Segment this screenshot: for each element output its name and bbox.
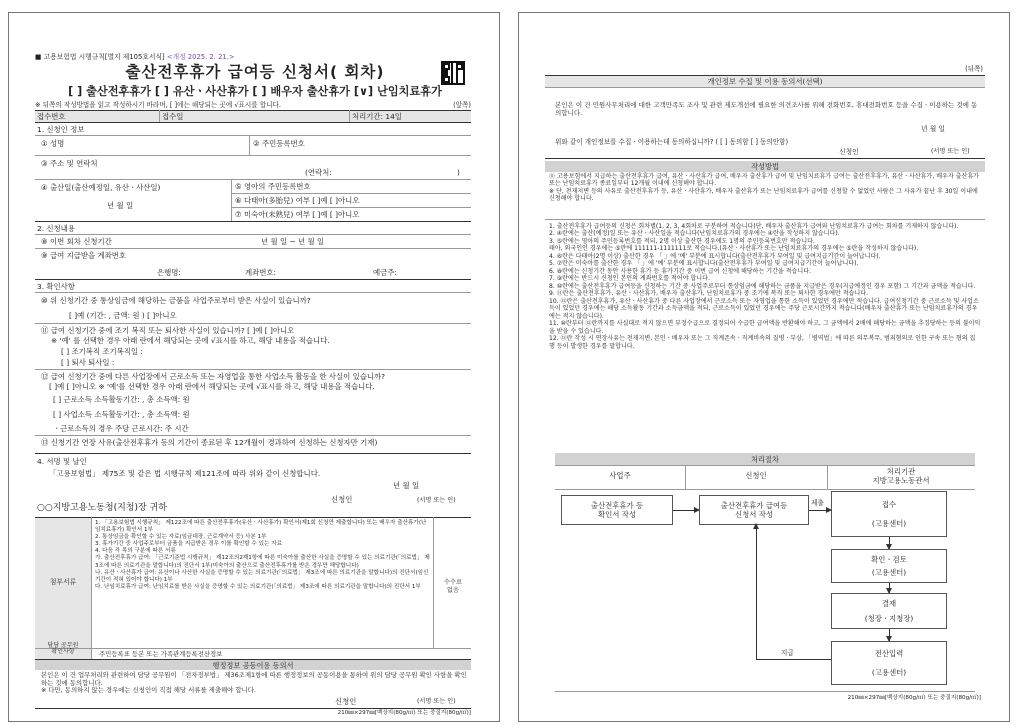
step-application: 출산전후휴가 급여등 신청서 작성: [699, 495, 809, 525]
attachment-item: 나. 유산ㆍ사산휴가 급여: 유산이나 사산한 사실을 증명할 수 있는 의료기관(「의료법」 제3조에 따른 의료기관을 말합니다)의 진단서(임신기간이 적혀 있어야 합니다) 1부: [95, 569, 429, 583]
arrow-down-icon: [889, 629, 890, 641]
step-receipt: 접수 (고용센터): [831, 491, 947, 537]
flow-col-agency-sub: 지방고용노동관서: [872, 476, 930, 485]
arrow-down-icon: [889, 537, 890, 549]
sign-date[interactable]: 년 월 일: [393, 481, 420, 490]
attachment-item: 3. 휴가기간 중 사업주로부터 금품을 지급받은 경우 이를 확인할 수 있는 자료: [95, 541, 283, 548]
attachments-label: 첨부서류: [49, 578, 77, 586]
section-signature: 4. 서명 및 날인: [37, 457, 87, 466]
form-reference: ■ 고용보험법 시행규칙[별지 제105호서식] <개정 2025. 2. 21.>: [35, 53, 235, 61]
section-application: 2. 신청내용: [37, 224, 75, 233]
premature-check[interactable]: ⑦ 미숙아(未熟兒) 여부 [ ]예 [ ]아니오: [235, 210, 360, 219]
method-item: 12. ⑬란 작성 시 연장사유는 천재지변, 본인ㆍ배우자 또는 그 직계존속ㆍ직계비속의 질병ㆍ부상, 「병역법」에 따른 의무복무, 범죄혐의로 인한 구속 또는 형의 집행 등이 발생한 경우를 말합니다.: [549, 335, 976, 350]
attachment-item: 다. 난임치료휴가 급여: 난임치료를 받은 사실을 증명할 수 있는 의료기관(「의료법」 제3조에 따른 의료기관을 말합니다)의 진단서 1부: [95, 583, 421, 590]
question-11-note: ※ '예' 를 선택한 경우 아래 란에서 해당되는 곳에 √표시를 하고, 해당 내용을 적습니다.: [51, 336, 330, 345]
question-11[interactable]: ⑪ 급여 신청기간 중에 조기 복직 또는 퇴사한 사실이 있습니까? [ ]예 [ ]아니오: [41, 326, 295, 335]
addressee: ○○지방고용노동청(지청)장 귀하: [37, 503, 167, 513]
signature-field[interactable]: (서명 또는 인): [417, 497, 456, 504]
front-page-tag: (앞쪽): [453, 101, 471, 109]
method-item: 9. ⑪란은 출산전후휴가, 유산ㆍ사산휴가, 배우자 출산휴가, 난임치료휴가 중 조기에 복직 또는 퇴사한 경우에만 적습니다.: [549, 290, 869, 298]
application-form-front: ■ 고용보험법 시행규칙[별지 제105호서식] <개정 2025. 2. 21.> 출산전후휴가 급여등 신청서( 회차) [ ] 출산전후휴가 [ ] 유산ㆍ사산휴가 [ ] 배우자 출산휴가 [∨] 난임치료휴가 ※ 뒤쪽의 작성방법을 읽고 작성하시기 바라며, [ ]에는 해당되는 곳에 √표시를 합니다. (앞쪽) 접수번호 접수일 처리기간: 14일 1. 신청인 정보 ① 성명 ② 주민등록번호 ③ 주소 및 연락처 (연락처: ) ④ 출산일(출산예정일, 유산ㆍ사산일) 년 월 일 ⑤ 영아의 주민등록번호 ⑥ 다태아(多胎兒) 여부 [ ]예 [ ]아니오 ⑦ 미숙아(未熟兒) 여부 [ ]예 [ ]아니오 2. 신청내용 ⑧ 이번 회차 신청기간 년 월 일 ~ 년 월 일 ⑨ 급여 지급받을 계좌번호 은행명: 계좌번호: 예금주: 3. 확인사항 ⑩ 위 신청기간 중 통상임금에 해당하는 금품을 사업주로부터 받은 사실이 있습니까? [ ]예 (기간: , 금액: 원 ) [ ]아니오 ⑪ 급여 신청기간 중에 조기 복직 또는 퇴사한 사실이 있습니까? [ ]예 [ ]아니오 ※ '예' 를 선택한 경우 아래 란에서 해당되는 곳에 √표시를 하고, 해당 내용을 적습니다. [ ] 조기복직 조기복직일 : [ ] 퇴사 퇴사일 : ⑫ 급여 신청기간 중에 다른 사업장에서 근로소득 또는 자영업을 통한 사업소득 활동을 한 사실이 있습니까? [ ]예 [ ]아니오 ※ '예'를 선택한 경우 아래 란에서 해당되는 곳에 √표시를 하고, 해당 내용을 적습니다. [ ] 근로소득 소득활동기간: , 총 소득액: 원 [ ] 사업소득 소득활동기간: , 총 소득액: 원 ㆍ근로소득의 경우 주당 근로시간: 주 시간 ⑬ 신청기간 연장 사유(출산전후휴가 등의 기간이 종료된 후 12개월이 경과하여 신청하는 신청자만 기재) 4. 서명 및 날인 「고용보험법」 제75조 및 같은 법 시행규칙 제121조에 따라 위와 같이 신청합니다. 년 월 일 신청인 (서명 또는 인) ○○지방고용노동청(지청)장 귀하 첨부서류 1. 「고용보험법 시행규칙」 제122조에 따른 출산전후휴가(유산ㆍ사산휴가) 확인서(제1회 신청만 제출합니다) 또는 배우자 출산휴가(난임치료휴가) 확인서 1부 2. 통상임금을 확인할 수 있는 자료(임금대장, 근로계약서 등) 사본 1부 3. 휴가기간 중 사업주로부터 금품을 지급받은 경우 이를 확인할 수 있는 자료 4. 다음 각 목의 구분에 따른 서류 가. 출산전후휴가 급여: 「근로기준법 시행규칙」 제12조의2제1항에 따른 미숙아를 출산한 사실을 증명할 수 있는 의료기관(「의료법」 제3조에 따른 의료기관을 말합니다)의 진단서 1부(미숙아의 출산으로 출산전후휴가를 받은 경우만 해당합니다) 나. 유산ㆍ사산휴가 급여: 유산이나 사산한 사실을 증명할 수 있는 의료기관(「의료법」 제3조에 따른 의료기관을 말합니다)의 진단서(임신기간이 적혀 있어야 합니다) 1부 다. 난임치료휴가 급여: 난임치료를 받은 사실을 증명할 수 있는 의료기관(「의료법」 제3조에 따른 의료기관을 말합니다)의 진단서 1부 수수료 없음 담당 공무원 확인사항 주민등록표 등본 또는 가족관계등록전산정보 행정정보 공동이용 동의서 본인은 이 건 업무처리와 관련하여 담당 공무원이 「전자정부법」 제36조제1항에 따른 행정정보의 공동이용을 통하여 위의 담당 공무원 확인 사항을 확인하는 것에 동의합니다. ※ 다만, 동의하지 않는 경우에는 신청인이 직접 해당 서류를 제출해야 합니다. 신청인 (서명 또는 인) 210㎜×297㎜[백상지(80g/㎡) 또는 중질지(80g/㎡)]: [8, 12, 500, 722]
business-income-check[interactable]: [ ] 사업소득 소득활동기간: , 총 소득액: 원: [53, 410, 190, 419]
flow-title: 처리절차: [751, 455, 779, 464]
note-item: ⓪ 고용보험에서 지급하는 출산전후휴가 급여, 유산ㆍ사산휴가 급여, 배우자 출산휴가 급여 및 난임치료휴가 급여는 출산전후휴가, 유산ㆍ사산휴가, 배우자 출산휴가 또는 난임치료휴가 종료일부터 12개월 이내에 신청해야 합니다.: [549, 173, 980, 188]
method-item: 3. ⑤란에는 영아의 주민등록번호를 적되, 2명 이상 출산한 경우에도 1명의 주민등록번호만 적습니다.: [549, 237, 815, 245]
question-12: ⑫ 급여 신청기간 중에 다른 사업장에서 근로소득 또는 자영업을 통한 사업소득 활동을 한 사실이 있습니까?: [41, 372, 386, 381]
multiple-birth-check[interactable]: ⑥ 다태아(多胎兒) 여부 [ ]예 [ ]아니오: [235, 196, 360, 205]
period-label: ⑧ 이번 회차 신청기간: [41, 237, 112, 246]
privacy-date[interactable]: 년 월 일: [921, 125, 946, 133]
method-item: 8. ⑩란에는 출산전후휴가 급여등을 신청하는 기간 중 사업주로부터 통상임금에 해당하는 금품을 지급받은 경우(지급예정인 경우 포함) 그 기간과 금액을 적습니다.: [549, 282, 976, 290]
receipt-row: [35, 110, 471, 122]
method-items: [549, 223, 981, 350]
question-13[interactable]: ⑬ 신청기간 연장 사유(출산전후휴가 등의 기간이 종료된 후 12개월이 경과하여 신청하는 신청자만 기재): [41, 438, 378, 447]
privacy-title: 개인정보 수집 및 이용 동의서(선택): [707, 77, 823, 86]
arrow-up-icon: [755, 524, 756, 525]
attachment-item: 4. 다음 각 목의 구분에 따른 서류: [95, 548, 176, 555]
question-10: ⑩ 위 신청기간 중 통상임금에 해당하는 금품을 사업주로부터 받은 사실이 있습니까?: [41, 296, 311, 305]
applicant-label: 신청인: [331, 495, 353, 504]
leave-type-selection[interactable]: [ ] 출산전후휴가 [ ] 유산ㆍ사산휴가 [ ] 배우자 출산휴가 [∨] 난임치료휴가: [68, 85, 442, 98]
name-field[interactable]: ① 성명: [41, 139, 65, 148]
resignation-check[interactable]: [ ] 퇴사 퇴사일 :: [61, 358, 115, 367]
method-item: 10. ⑫란은 출산전후휴가, 유산ㆍ사산휴가 중 다른 사업장에서 근로소득 또는 자영업을 통한 소득이 있었던 경우에만 적습니다. 급여신청기간 중 근로소득 및 사업소득이 있었던 경우에는 해당 소득활동 기간과 소득금액을 적되, 근로소득이 있었던 경우에는 주당 근로시간까지 적습니다(배우자 출산휴가 또는 난임치료휴가의 경우에는 적지 않습니다).: [549, 297, 979, 320]
officer-check-value: 주민등록표 등본 또는 가족관계등록전산정보: [99, 650, 223, 658]
section-applicant-info: 1. 신청인 정보: [37, 125, 85, 134]
birth-date-value: 년 월 일: [107, 201, 134, 210]
birth-date-field[interactable]: ④ 출산일(출산예정일, 유산ㆍ사산일): [41, 183, 161, 192]
account-label: ⑨ 급여 지급받을 계좌번호: [41, 251, 127, 260]
officer-check-label: 담당 공무원 확인사항: [47, 642, 79, 656]
fee-note: 수수료 없음: [444, 579, 462, 594]
period-value[interactable]: 년 월 일 ~ 년 월 일: [261, 237, 325, 246]
consent-body: 본인은 이 건 업무처리와 관련하여 담당 공무원이 「전자정부법」 제36조제1항에 따른 행정정보의 공동이용을 통하여 위의 담당 공무원 확인 사항을 확인하는 것에 동의합니다. ※ 다만, 동의하지 않는 경우에는 신청인이 직접 해당 서류를 제출해야 합니다.: [41, 671, 467, 695]
early-return-check[interactable]: [ ] 조기복직 조기복직일 :: [61, 347, 143, 356]
payment-label: 지급: [781, 649, 794, 657]
method-item: 태아, 외국인인 경우에는 ⑤란에 111111-1111111로 적습니다.(유산ㆍ사산휴가 또는 난임치료휴가의 경우에는 ⑤란을 작성하지 않습니다).: [549, 245, 919, 253]
question-10-answer[interactable]: [ ]예 (기간: , 금액: 원 ) [ ]아니오: [69, 311, 177, 320]
submit-label: 제출: [811, 499, 824, 507]
rrn-field[interactable]: ② 주민등록번호: [253, 139, 305, 148]
method-item: 7. ⑨란에는 반드시 신청인 본인의 계좌번호를 적어야 합니다.: [549, 275, 710, 283]
privacy-body: 본인은 이 건 민원사무처리에 대한 고객만족도 조사 및 관련 제도개선에 필요한 의견조사를 위해 전화번호, 휴대전화번호 등을 수집ㆍ이용하는 것에 동의합니다.: [555, 101, 978, 118]
account-number-field[interactable]: 계좌번호:: [245, 268, 277, 277]
instruction-text: ※ 뒤쪽의 작성방법을 읽고 작성하시기 바라며, [ ]에는 해당되는 곳에 √표시를 합니다.: [35, 101, 281, 109]
privacy-applicant-label: 신청인: [839, 148, 859, 156]
note-item: ※ 단, 천재지변 등의 사유로 출산전후휴가 등, 유산ㆍ사산휴가, 배우자 출산휴가 또는 난임치료휴가 급여를 신청할 수 없었던 사람은 그 사유가 끝난 후 30일 이내에 신청해야 합니다.: [549, 187, 978, 203]
privacy-signature-field[interactable]: (서명 또는 인): [931, 148, 970, 155]
arrow-right-icon: [673, 510, 699, 511]
paper-spec: 210㎜×297㎜[백상지(80g/㎡) 또는 중질지(80g/㎡)]: [847, 695, 981, 701]
application-form-back: [518, 12, 1010, 722]
bank-name-field[interactable]: 은행명:: [157, 268, 181, 277]
account-holder-field[interactable]: 예금주:: [373, 268, 397, 277]
flow-col-employer: 사업주: [609, 471, 631, 480]
step-review: 확인ㆍ검토 (고용센터): [831, 549, 947, 583]
receipt-number-label: 접수번호: [37, 112, 66, 121]
step-data-entry: 전산입력 (고용센터): [831, 641, 947, 685]
processing-period: 처리기간: 14일: [352, 112, 402, 121]
attachment-item: 1. 「고용보험법 시행규칙」 제122조에 따른 출산전후휴가(유산ㆍ사산휴가) 확인서(제1회 신청만 제출합니다) 또는 배우자 출산휴가(난임치료휴가) 확인서 1부: [95, 520, 427, 534]
method-item: 11. ⑩란부터 ⑫란까지를 사실대로 적지 않으면 부정수급으로 결정되어 수급한 급여액을 반환해야 하고, 그 금액에서 2배에 해당하는 금액을 추징당하는 등의 불이익을 받을 수 있습니다.: [549, 320, 981, 335]
method-item: 6. ⑧란에는 신청기간 동안 사용한 휴가 등 휴가기간 중 이번 급여 신청에 해당하는 기간을 적습니다.: [549, 267, 811, 275]
arrow-down-icon: [889, 583, 890, 593]
contact-field[interactable]: (연락처:: [305, 168, 332, 177]
weekly-hours-field[interactable]: ㆍ근로소득의 경우 주당 근로시간: 주 시간: [53, 424, 189, 433]
step-approval: 결재 (청장ㆍ지청장): [831, 593, 947, 629]
method-notes: [549, 173, 981, 203]
privacy-consent-choice[interactable]: 위와 같이 개인정보를 수집ㆍ이용하는데 동의하십니까? ( [ ] 동의함 [ ] 동의안함): [555, 138, 789, 146]
attachments-list: [95, 520, 431, 591]
infant-rrn-field[interactable]: ⑤ 영아의 주민등록번호: [235, 182, 311, 191]
consent-applicant-label: 신청인: [335, 697, 357, 706]
receipt-date-label: 접수일: [162, 112, 184, 121]
consent-title: 행정정보 공동이용 동의서: [212, 661, 294, 670]
attachment-item: 2. 통상임금을 확인할 수 있는 자료(임금대장, 근로계약서 등) 사본 1부: [95, 534, 267, 541]
flow-col-applicant: 신청인: [745, 471, 767, 480]
attachment-item: 가. 출산전후휴가 급여: 「근로기준법 시행규칙」 제12조의2제1항에 따른 미숙아를 출산한 사실을 증명할 수 있는 의료기관(「의료법」 제3조에 따른 의료기관을 말합니다)의 진단서 1부(미숙아의 출산으로 출산전후휴가를 받은 경우만 해당합니다): [95, 555, 430, 569]
paper-spec: 210㎜×297㎜[백상지(80g/㎡) 또는 중질지(80g/㎡)]: [337, 710, 471, 716]
method-item: 5. ⑦란은 미숙아를 출산한 경우 「 」에 '예' 부분에 표시합니다(출산전후휴가 부여일 및 급여지급기간이 늘어납니다).: [549, 260, 859, 268]
section-confirmation: 3. 확인사항: [37, 282, 75, 291]
earned-income-check[interactable]: [ ] 근로소득 소득활동기간: , 총 소득액: 원: [53, 395, 190, 404]
consent-signature-field[interactable]: (서명 또는 인): [417, 698, 456, 705]
back-page-tag: (뒤쪽): [965, 65, 983, 73]
legal-basis: 「고용보험법」 제75조 및 같은 법 시행규칙 제121조에 따라 위와 같이 신청합니다.: [49, 469, 321, 478]
qr-code-icon: [441, 61, 465, 85]
method-item: 1. 출산전후휴가 급여등의 신청은 회차별(1, 2, 3, 4회차로 구분하여 적습니다)단, 배우자 출산휴가 급여와 난임치료휴가 급여는 회차를 기재하지 않습니다).: [549, 223, 959, 230]
method-item: 2. ④란에는 출산(예정)일 또는 유산ㆍ사산일을 적습니다(난임치료휴가의 경우에는 ④란을 작성하지 않습니다).: [549, 230, 840, 238]
method-title: 작성방법: [751, 162, 779, 171]
flow-col-agency: 처리기관: [886, 467, 916, 476]
form-title: 출산전후휴가 급여등 신청서( 회차): [125, 63, 385, 81]
arrow-right-icon: [809, 510, 831, 511]
method-item: 4. ⑥란은 다태아(2명 이상) 출산한 경우 「 」에 '예' 부분에 표시합니다(출산전후휴가 부여일 및 급여지급기간이 늘어납니다).: [549, 252, 881, 260]
question-12-note[interactable]: [ ]예 [ ]아니오 ※ '예'를 선택한 경우 아래 란에서 해당되는 곳에 √표시를 하고, 해당 내용을 적습니다.: [49, 382, 375, 391]
address-field[interactable]: ③ 주소 및 연락처: [41, 159, 98, 168]
step-confirmation: 출산전후휴가 등 확인서 작성: [561, 495, 673, 525]
